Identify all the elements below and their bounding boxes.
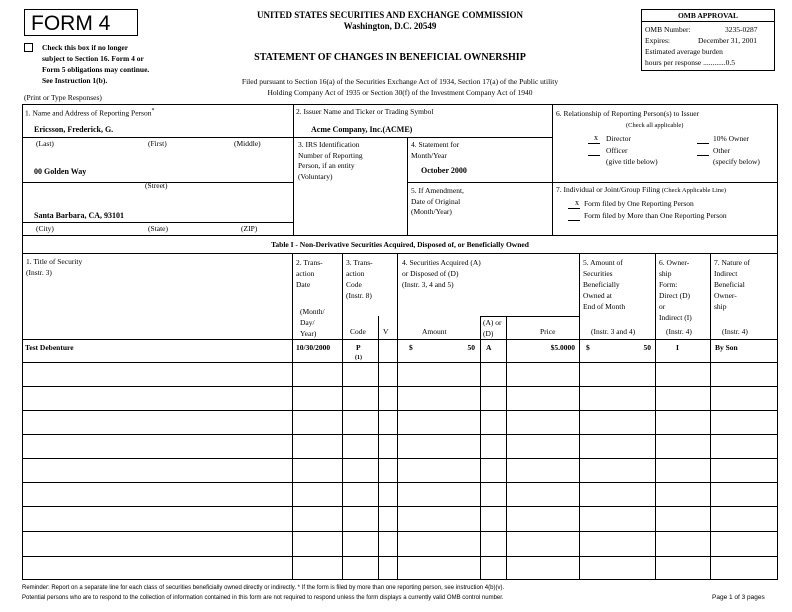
- officer-sub: (give title below): [606, 157, 658, 166]
- row-line: [22, 410, 778, 411]
- row-amount-symbol: $: [409, 343, 413, 352]
- omb-expires-value: December 31, 2001: [698, 36, 757, 45]
- box3-label: 3. IRS Identification Number of Reporting Person, if an entity (Voluntary): [298, 140, 363, 181]
- divider-box4-box5: [407, 182, 552, 183]
- col-ad-sub: (A) or (D): [483, 318, 502, 338]
- director-label: Director: [606, 134, 631, 143]
- table-header-bottom: [22, 339, 778, 340]
- row-code[interactable]: P: [356, 343, 361, 352]
- statement-month-year[interactable]: October 2000: [421, 166, 467, 175]
- omb-expires-label: Expires:: [645, 36, 670, 45]
- box5-label: 5. If Amendment, Date of Original (Month/Year): [411, 186, 464, 216]
- divider-name-address: [22, 137, 293, 138]
- other-label: Other: [713, 146, 731, 155]
- box7-label: 7. Individual or Joint/Group Filing (Check Applicable Line): [556, 185, 727, 194]
- col-owned-header: 5. Amount of Securities Beneficially Owned at End of Month: [583, 258, 626, 311]
- box6-sub: (Check all applicable): [626, 122, 684, 129]
- director-line: [588, 143, 600, 144]
- more-persons-line: [568, 220, 580, 221]
- col-code-sub: Code: [350, 327, 366, 336]
- issuer-name[interactable]: Acme Company, Inc.(ACME): [311, 125, 413, 134]
- row-footnote: (1): [355, 355, 362, 361]
- col-price-sub: Price: [540, 327, 556, 336]
- city-underline: [22, 222, 293, 223]
- row-acquired-disposed[interactable]: A: [486, 343, 492, 352]
- first-label: (First): [148, 139, 167, 148]
- table-top-line: [22, 235, 778, 236]
- table1-title: Table I - Non-Derivative Securities Acquired, Disposed of, or Beneficially Owned: [271, 240, 529, 249]
- state-label: (State): [148, 224, 168, 233]
- form-outer-border: [22, 104, 778, 580]
- zip-label: (ZIP): [241, 224, 258, 233]
- row-amount[interactable]: 50: [467, 343, 475, 352]
- col-v-sub: V: [383, 327, 389, 336]
- col-nature-header: 7. Nature of Indirect Beneficial Owner- ship: [714, 258, 751, 311]
- row-nature[interactable]: By Son: [715, 343, 738, 352]
- omb-divider: [641, 21, 775, 22]
- row-line: [22, 362, 778, 363]
- row-line: [22, 386, 778, 387]
- row-security-title[interactable]: Test Debenture: [25, 343, 74, 352]
- section16-checkbox-label: Check this box if no longer subject to Section 16. Form 4 or Form 5 obligations may continue. See Instruction 1(b).: [42, 43, 150, 85]
- omb-number-value: 3235-0287: [725, 25, 758, 34]
- table-header-top: [22, 253, 778, 254]
- last-label: (Last): [36, 139, 54, 148]
- divider-box2-box6: [552, 104, 553, 235]
- agency-name: UNITED STATES SECURITIES AND EXCHANGE COMMISSION: [257, 10, 523, 20]
- col-securities-header: 4. Securities Acquired (A) or Disposed of (D) (Instr. 3, 4 and 5): [402, 258, 481, 289]
- divider-box3-box4: [407, 137, 408, 235]
- row-line: [22, 482, 778, 483]
- col-divider-5: [480, 316, 481, 580]
- one-person-mark[interactable]: x: [575, 198, 579, 207]
- officer-line: [588, 155, 600, 156]
- col-owned-instr: (Instr. 3 and 4): [591, 327, 636, 336]
- row-line: [22, 556, 778, 557]
- col-form-instr: (Instr. 4): [666, 327, 692, 336]
- divider-box2-box3: [293, 137, 552, 138]
- col-divider-3: [378, 316, 379, 580]
- row-date[interactable]: 10/30/2000: [296, 343, 331, 352]
- filed-pursuant-line1: Filed pursuant to Section 16(a) of the Securities Exchange Act of 1934, Section 17(a) of the Public utility: [241, 77, 559, 86]
- col-date-format: (Month/ Day/ Year): [300, 307, 325, 338]
- box1-label: 1. Name and Address of Reporting Person*: [25, 108, 155, 118]
- omb-burden-line1: Estimated average burden: [645, 47, 723, 56]
- row-line: [22, 458, 778, 459]
- statement-title: STATEMENT OF CHANGES IN BENEFICIAL OWNERSHIP: [254, 52, 526, 63]
- row-line: [22, 531, 778, 532]
- row-line: [22, 506, 778, 507]
- section16-checkbox[interactable]: [24, 43, 33, 52]
- one-person-line: [568, 208, 580, 209]
- row-price[interactable]: $5.0000: [550, 343, 575, 352]
- more-persons-label: Form filed by More than One Reporting Person: [584, 211, 727, 220]
- col-form-header: 6. Owner- ship Form: Direct (D) or Indirect (I): [659, 258, 692, 322]
- one-person-label: Form filed by One Reporting Person: [584, 199, 694, 208]
- row-owned[interactable]: 50: [643, 343, 651, 352]
- tenpct-label: 10% Owner: [713, 134, 750, 143]
- box4-label: 4. Statement for Month/Year: [411, 140, 460, 160]
- reporting-person-name[interactable]: Ericsson, Frederick, G.: [34, 125, 114, 134]
- box2-label: 2. Issuer Name and Ticker or Trading Symbol: [296, 107, 434, 116]
- form-title: FORM 4: [31, 12, 111, 35]
- other-line: [697, 155, 709, 156]
- divider-box6-box7: [552, 182, 778, 183]
- tenpct-line: [697, 143, 709, 144]
- filed-pursuant-line2: Holding Company Act of 1935 or Section 30(f) of the Investment Company Act of 1940: [267, 88, 533, 97]
- row-line: [22, 434, 778, 435]
- row-owned-symbol: $: [586, 343, 590, 352]
- other-sub: (specify below): [713, 157, 760, 166]
- director-mark[interactable]: x: [594, 133, 598, 142]
- agency-city: Washington, D.C. 20549: [343, 21, 437, 31]
- street-value[interactable]: 00 Golden Way: [34, 167, 87, 176]
- col-title-header: 1. Title of Security (Instr. 3): [26, 257, 83, 277]
- page-number: Page 1 of 3 pages: [712, 594, 765, 601]
- omb-title: OMB APPROVAL: [677, 11, 739, 20]
- col-date-header: 2. Trans- action Date: [296, 258, 323, 289]
- middle-label: (Middle): [234, 139, 261, 148]
- print-note: (Print or Type Responses): [24, 93, 102, 102]
- street-label: (Street): [145, 181, 168, 190]
- officer-label: Officer: [606, 146, 628, 155]
- col-amount-sub: Amount: [422, 327, 447, 336]
- city-label: (City): [36, 224, 54, 233]
- city-value[interactable]: Santa Barbara, CA, 93101: [34, 211, 125, 220]
- omb-number-label: OMB Number:: [645, 25, 691, 34]
- col-code-header: 3. Trans- action Code (Instr. 8): [346, 258, 373, 300]
- divider-box1-box2: [293, 104, 294, 235]
- box6-label: 6. Relationship of Reporting Person(s) to Issuer: [556, 109, 700, 118]
- col-nature-instr: (Instr. 4): [722, 327, 748, 336]
- reminder-note: Reminder: Report on a separate line for each class of securities beneficially owned directly or indirectly. * If the form is filed by more than one reporting person, see instruction 4(b)(v).: [22, 585, 505, 591]
- omb-notice: Potential persons who are to respond to the collection of information contained in this form are not required to respond unless the form displays a currently valid OMB control number.: [22, 595, 504, 601]
- col-divider-6: [506, 316, 507, 580]
- omb-burden-line2: hours per response ............0.5: [645, 58, 735, 67]
- row-ownership-form[interactable]: I: [676, 343, 679, 352]
